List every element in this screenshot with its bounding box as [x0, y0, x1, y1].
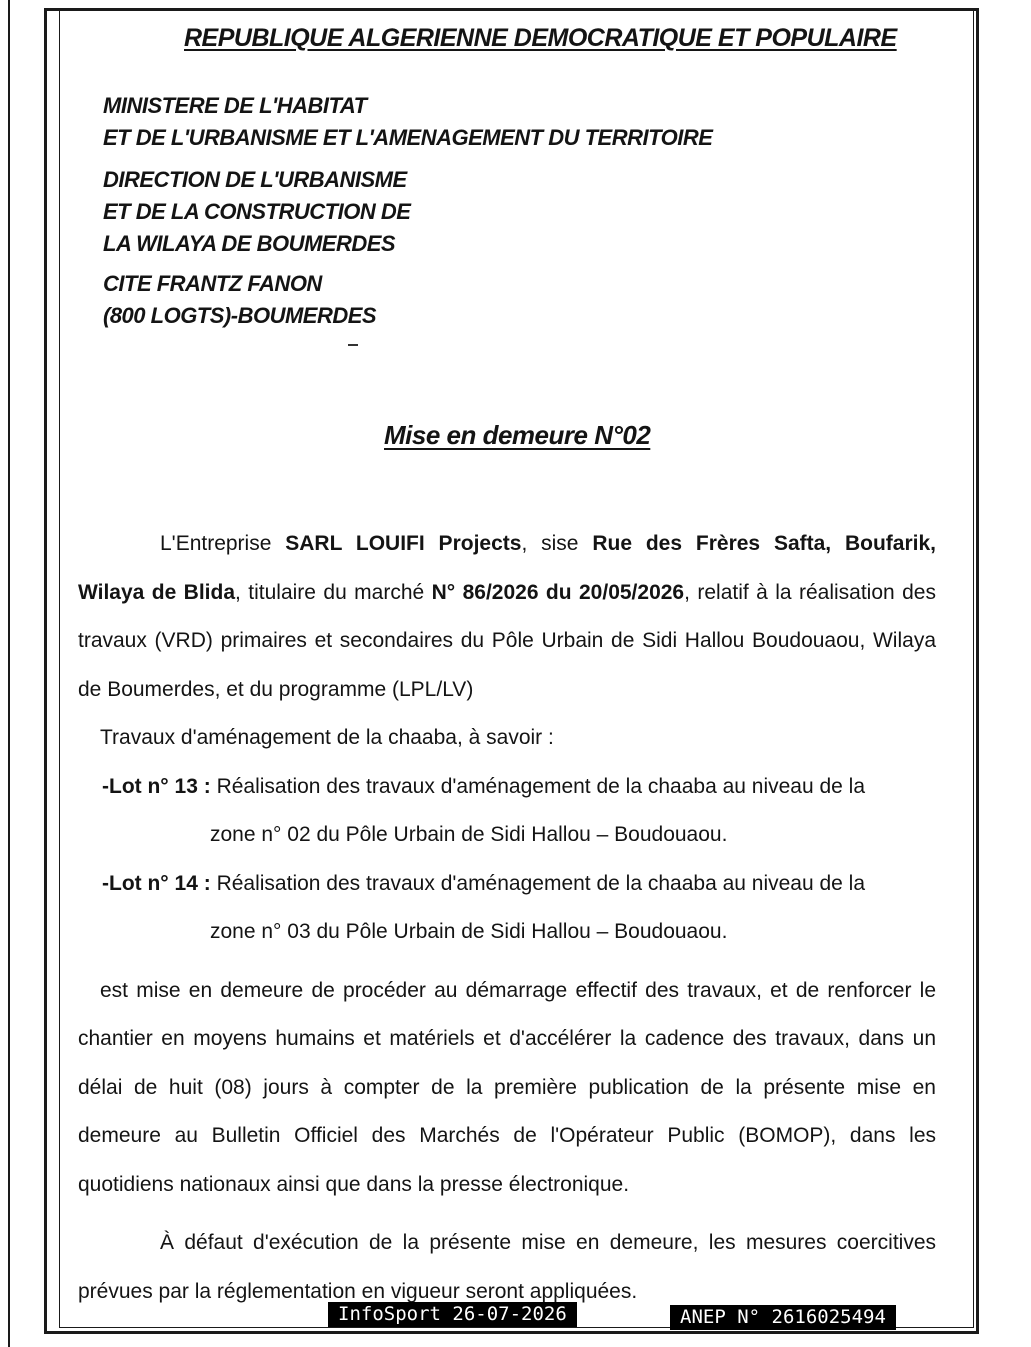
paragraph-contractor	[78, 520, 936, 714]
paragraph-consequence: À défaut d'exécution de la présente mise en demeure, les mesures coercitives prévues par la réglementation en vigueur seront appliquées.	[78, 1231, 936, 1303]
notice-body	[78, 520, 936, 1316]
lot-14-line-2: zone n° 03 du Pôle Urbain de Sidi Hallou – Boudouaou.	[210, 920, 728, 943]
company-name: SARL LOUIFI Projects	[285, 532, 522, 555]
p1-mid2: , titulaire du marché	[235, 580, 432, 604]
ministry-line-2: ET DE L'URBANISME ET L'AMENAGEMENT DU TERRITOIRE	[103, 125, 713, 150]
company-address: Rue des Frères Safta, Boufarik, Wilaya de Blida	[78, 532, 936, 604]
address-line-2: (800 LOGTS)-BOUMERDES	[103, 303, 377, 328]
address-line-1: CITE FRANTZ FANON	[103, 271, 322, 296]
contract-reference: N° 86/2026 du 20/05/2026	[431, 580, 685, 604]
direction-line-3: LA WILAYA DE BOUMERDES	[103, 231, 396, 256]
page-edge-rule	[8, 0, 10, 1347]
direction-line-1: DIRECTION DE L'URBANISME	[103, 167, 407, 192]
notice-title: Mise en demeure N°02	[384, 420, 651, 450]
lot-14-text: Réalisation des travaux d'aménagement de la chaaba au niveau de la	[216, 871, 866, 895]
paragraph-notice: est mise en demeure de procéder au démarrage effectif des travaux, et de renforcer le chantier en moyens humains et matériels et d'accélérer la cadence des travaux, dans un délai de huit (08) jours à compter de la première publication de la présente mise en demeure au Bulletin Officiel des Marchés de l'Opérateur Public (BOMOP), dans les quotidiens nationaux ainsi que dans la presse électronique.	[78, 978, 936, 1196]
works-intro: Travaux d'aménagement de la chaaba, à savoir :	[100, 726, 554, 749]
lot-14-line-1	[78, 860, 936, 909]
lot-14-label: -Lot n° 14 :	[102, 871, 211, 895]
lot-13-text: Réalisation des travaux d'aménagement de la chaaba au niveau de la	[216, 774, 866, 798]
p1-mid1: , sise	[521, 532, 593, 555]
p1-prefix: L'Entreprise	[160, 532, 286, 555]
ministry-line-1: MINISTERE DE L'HABITAT	[103, 93, 367, 118]
republic-heading: REPUBLIQUE ALGERIENNE DEMOCRATIQUE ET POPULAIRE	[184, 24, 897, 52]
lot-13-line-2: zone n° 02 du Pôle Urbain de Sidi Hallou – Boudouaou.	[210, 823, 728, 846]
lot-13-label: -Lot n° 13 :	[102, 774, 211, 798]
scan-mark	[348, 344, 358, 346]
spacer	[78, 1209, 936, 1219]
anep-reference: ANEP N° 2616025494	[670, 1305, 896, 1330]
p1-rest: , relatif à la réalisation des travaux (VRD) primaires et secondaires du Pôle Urbain de Sidi Hallou Boudouaou, Wilaya de Boumerdes, et du programme (LPL/LV)	[78, 580, 936, 701]
lot-13-line-1	[78, 763, 936, 812]
direction-line-2: ET DE LA CONSTRUCTION DE	[103, 199, 411, 224]
publication-tag: InfoSport 26-07-2026	[328, 1302, 577, 1327]
spacer	[78, 957, 936, 967]
